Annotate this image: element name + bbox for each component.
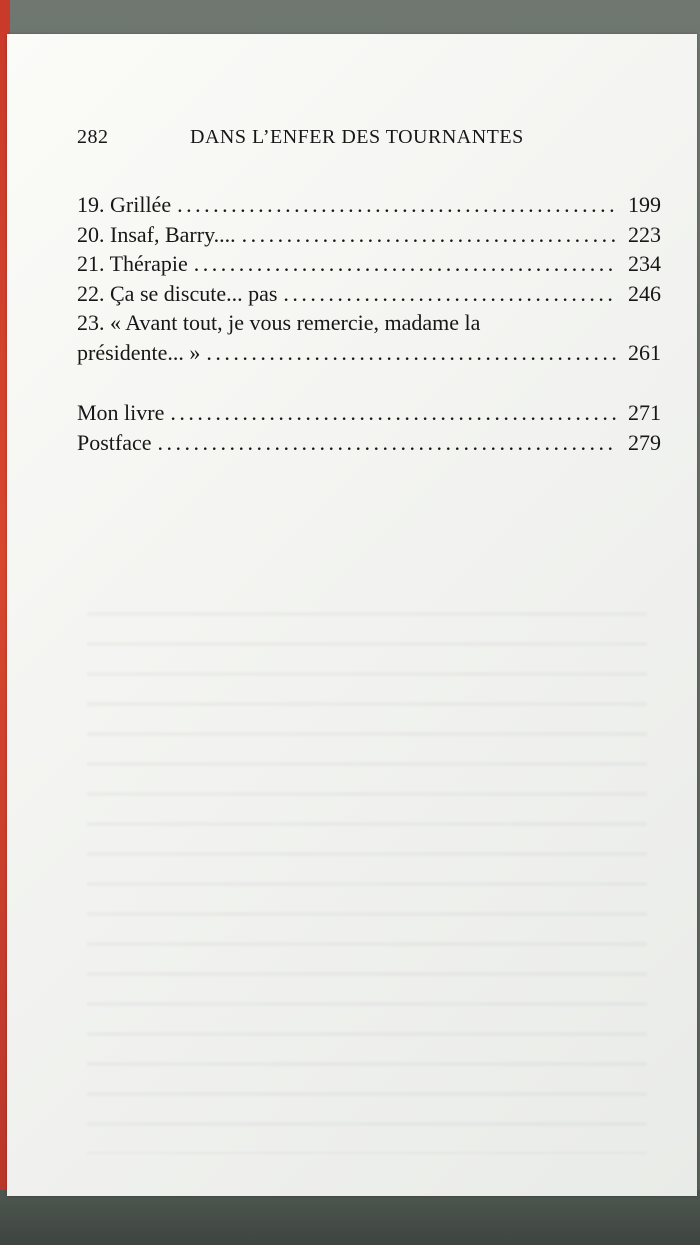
toc-entry-label: 19. Grillée — [77, 192, 172, 217]
toc-entry-page: 234 — [628, 251, 661, 276]
toc-entry — [77, 338, 661, 368]
dot-leader — [158, 428, 617, 458]
toc-entry-label: Postface — [77, 429, 152, 455]
toc-entry — [77, 428, 661, 458]
toc-entry-page: 199 — [628, 192, 661, 217]
dot-leader — [170, 398, 617, 428]
background-surface — [0, 1190, 700, 1245]
toc-entry — [77, 279, 661, 309]
dot-leader — [194, 249, 617, 279]
dot-leader — [177, 190, 617, 220]
dot-leader — [206, 338, 617, 368]
running-header — [77, 126, 557, 156]
section-gap — [77, 367, 661, 398]
toc-entry — [77, 249, 661, 279]
toc-entry — [77, 398, 661, 428]
toc-entry — [77, 190, 661, 220]
page-number: 282 — [77, 126, 109, 148]
toc-entry — [77, 220, 661, 250]
toc-entry-first-line — [77, 308, 661, 338]
toc-entry-label: 22. Ça se discute... pas — [77, 280, 278, 306]
show-through-text — [87, 594, 647, 1154]
toc-entry-label: Mon livre — [77, 400, 165, 425]
toc-entry-label: 23. « Avant tout, je vous remercie, madame la — [77, 310, 481, 335]
toc-entry-label: 21. Thérapie — [77, 251, 188, 276]
toc-entry-label: 20. Insaf, Barry.... — [77, 221, 236, 247]
toc-entry-label-continued: présidente... » — [77, 339, 201, 365]
toc-entry-page: 279 — [628, 429, 661, 455]
toc-entry-page: 261 — [628, 339, 661, 365]
dot-leader — [283, 279, 617, 309]
table-of-contents — [77, 190, 661, 457]
toc-entry-page: 271 — [628, 400, 661, 425]
toc-entry-page: 223 — [628, 221, 661, 247]
toc-entry-page: 246 — [628, 280, 661, 306]
dot-leader — [242, 220, 617, 250]
running-title: DANS L’ENFER DES TOURNANTES — [190, 126, 524, 148]
book-page — [7, 34, 697, 1196]
